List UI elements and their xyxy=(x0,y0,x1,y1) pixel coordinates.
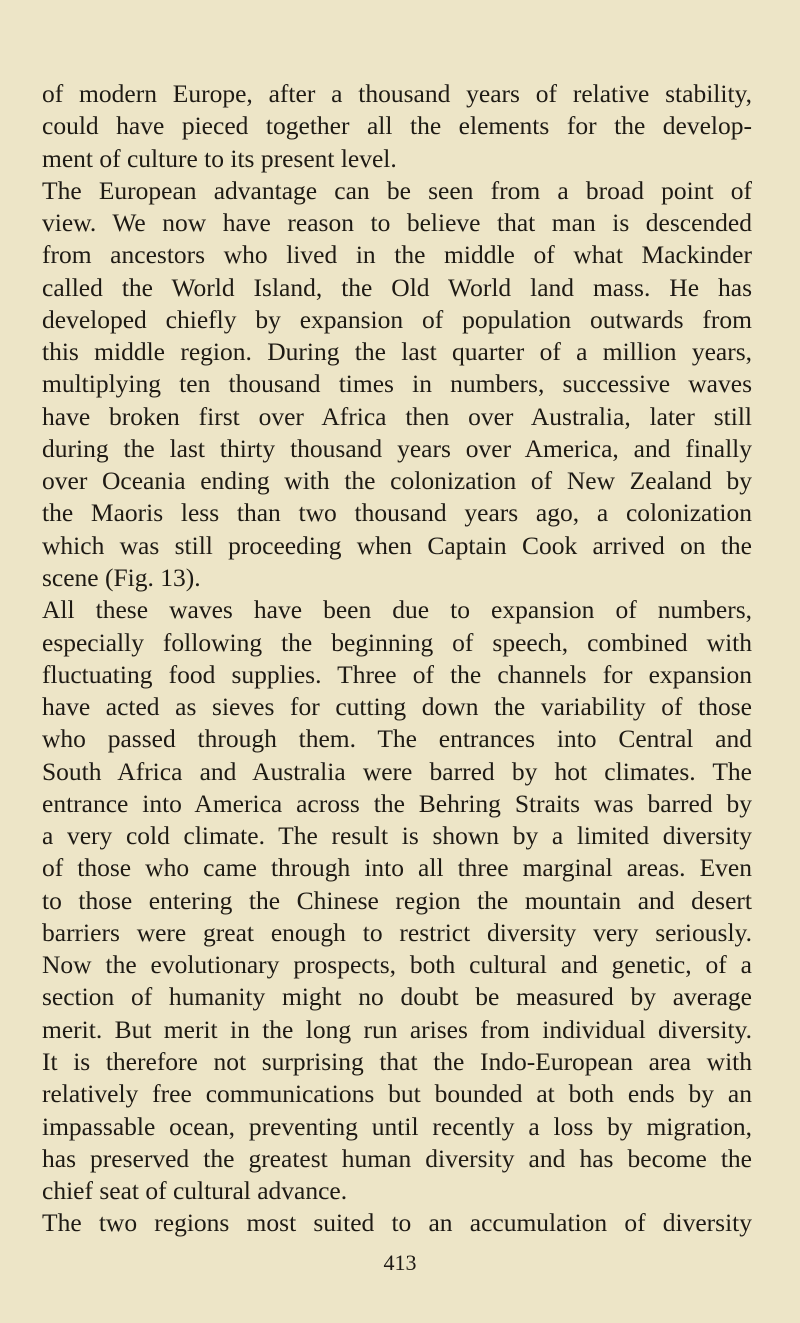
text-line: barriers were great enough to restrict diversity very seriously. xyxy=(42,917,752,947)
text-line: The two regions most suited to an accumulation of diversity xyxy=(42,1208,752,1238)
text-line: section of humanity might no doubt be measured by average xyxy=(42,982,752,1012)
text-line: It is therefore not surprising that the Indo-European area with xyxy=(42,1046,752,1076)
text-line: to those entering the Chinese region the mountain and desert xyxy=(42,885,752,915)
text-line: impassable ocean, preventing until recently a loss by migration, xyxy=(42,1111,752,1141)
text-line: has preserved the greatest human diversity and has become the xyxy=(42,1143,752,1173)
text-line: Now the evolutionary prospects, both cultural and genetic, of a xyxy=(42,950,752,980)
text-line: of those who came through into all three marginal areas. Even xyxy=(42,853,752,883)
text-line: who passed through them. The entrances into Central and xyxy=(42,724,752,754)
text-line: over Oceania ending with the colonization of New Zealand by xyxy=(42,466,752,496)
page-number: 413 xyxy=(383,1250,417,1275)
text-line: chief seat of cultural advance. xyxy=(42,1176,348,1206)
text-line: ment of culture to its present level. xyxy=(42,143,397,173)
text-line: All these waves have been due to expansion of numbers, xyxy=(42,595,752,625)
text-line: have broken first over Africa then over Australia, later still xyxy=(42,401,752,431)
text-line: could have pieced together all the elements for the develop- xyxy=(42,111,752,141)
text-line: this middle region. During the last quarter of a million years, xyxy=(42,337,752,367)
text-line: scene (Fig. 13). xyxy=(42,562,201,592)
body-text xyxy=(42,78,752,1240)
text-line: the Maoris less than two thousand years ago, a colonization xyxy=(42,498,752,528)
text-line: from ancestors who lived in the middle of what Mackinder xyxy=(42,240,752,270)
text-line: during the last thirty thousand years over America, and finally xyxy=(42,433,752,463)
text-line: a very cold climate. The result is shown by a limited diversity xyxy=(42,821,752,851)
text-line: developed chiefly by expansion of population outwards from xyxy=(42,304,752,334)
text-line: fluctuating food supplies. Three of the channels for expansion xyxy=(42,659,752,689)
text-line: multiplying ten thousand times in numbers, successive waves xyxy=(42,369,752,399)
text-line: merit. But merit in the long run arises from individual diversity. xyxy=(42,1014,752,1044)
text-line: have acted as sieves for cutting down the variability of those xyxy=(42,692,752,722)
text-line: especially following the beginning of speech, combined with xyxy=(42,627,752,657)
text-line: The European advantage can be seen from a broad point of xyxy=(42,175,752,205)
text-line: entrance into America across the Behring Straits was barred by xyxy=(42,788,752,818)
text-line: of modern Europe, after a thousand years of relative stability, xyxy=(42,79,752,108)
text-line: which was still proceeding when Captain Cook arrived on the xyxy=(42,530,752,560)
text-line: relatively free communications but bounded at both ends by an xyxy=(42,1079,752,1109)
text-line: view. We now have reason to believe that man is descended xyxy=(42,208,752,238)
text-line: called the World Island, the Old World land mass. He has xyxy=(42,272,752,302)
text-line: South Africa and Australia were barred by hot climates. The xyxy=(42,756,752,786)
